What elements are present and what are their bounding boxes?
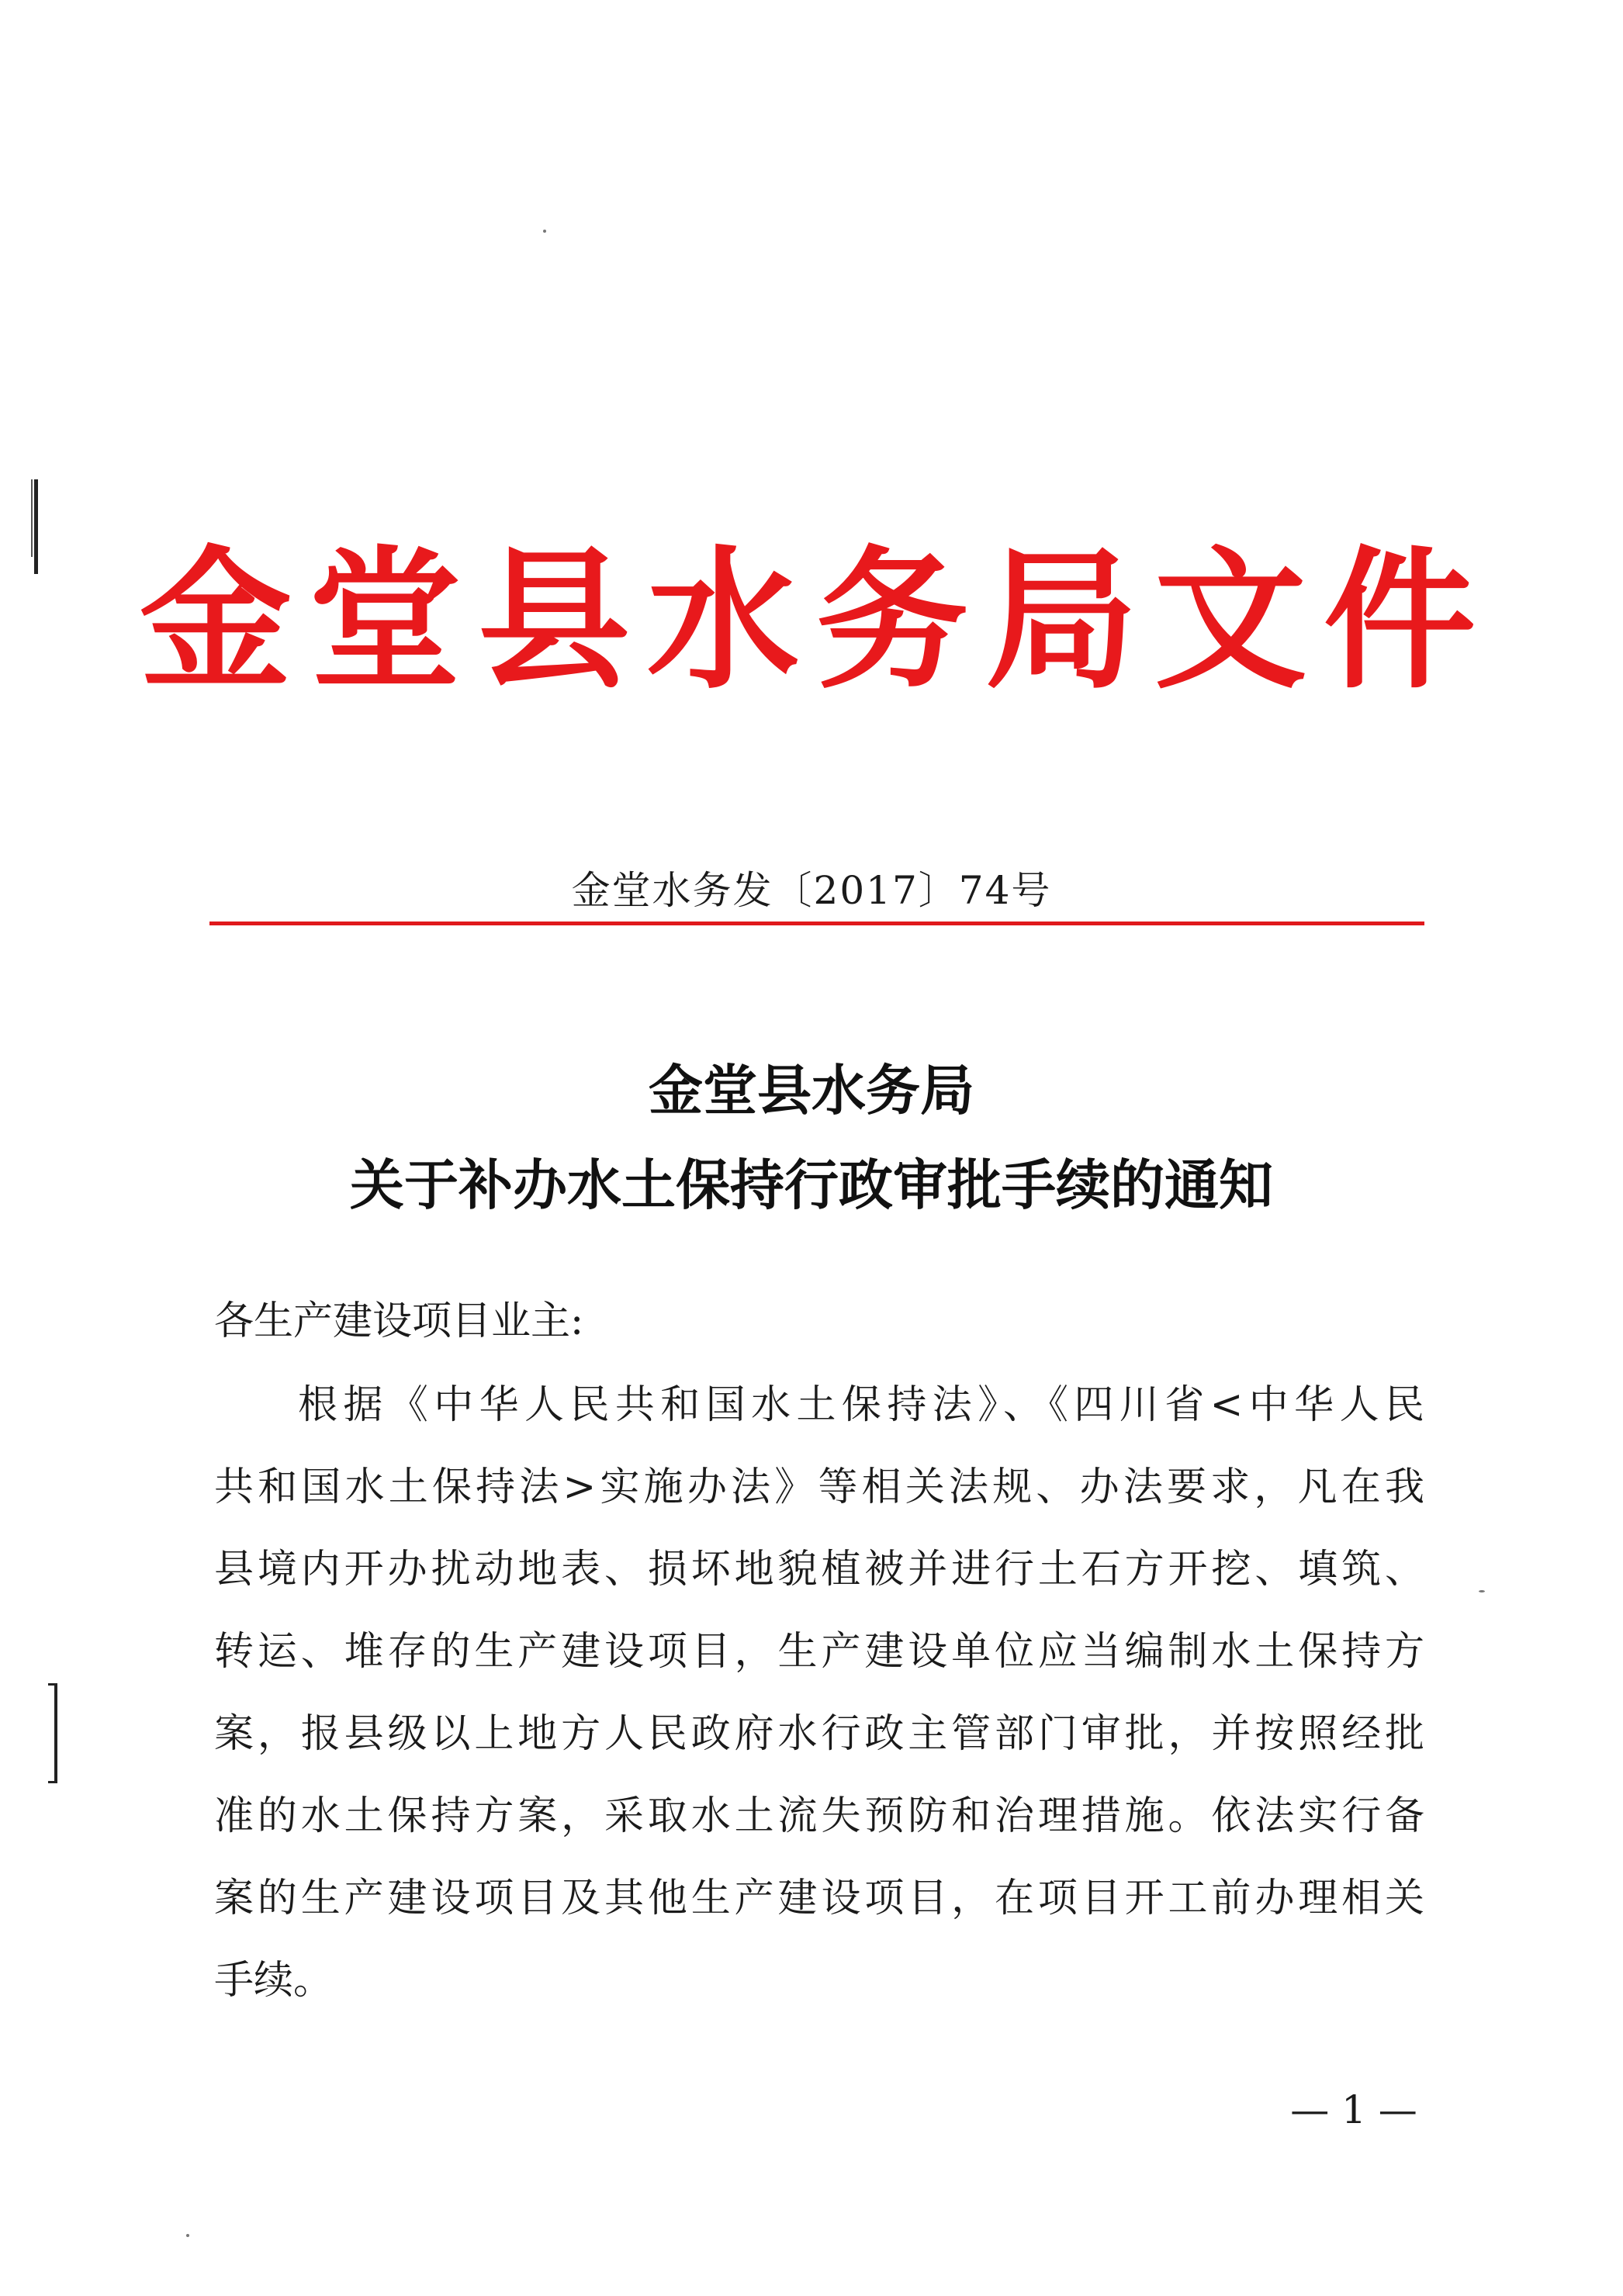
document-number: 金堂水务发〔2017〕74号 (571, 868, 1052, 913)
scan-binding-mark-top (34, 479, 38, 574)
page-number: — 1 — (1290, 2087, 1417, 2132)
scan-speck (186, 2234, 189, 2237)
body-line: 转运、堆存的生产建设项目，生产建设单位应当编制水土保持方 (214, 1629, 1424, 1675)
body-line: 根据《中华人民共和国水土保持法》、《四川省<中华人民 (298, 1382, 1424, 1428)
document-title-line-1: 金堂县水务局 (649, 1058, 974, 1122)
body-line: 案，报县级以上地方人民政府水行政主管部门审批，并按照经批 (214, 1711, 1424, 1757)
body-line: 县境内开办扰动地表、损坏地貌植被并进行土石方开挖、填筑、 (214, 1547, 1424, 1592)
scan-speck (543, 230, 546, 233)
document-title-line-2: 关于补办水土保持行政审批手续的通知 (350, 1153, 1273, 1217)
body-line: 手续。 (214, 1958, 334, 2004)
body-line: 案的生产建设项目及其他生产建设项目，在项目开工前办理相关 (214, 1876, 1424, 1921)
scan-binding-mark-bottom-cap-bottom (48, 1781, 57, 1783)
document-header: 金堂县水务局文件 (140, 531, 1493, 710)
scan-binding-mark-bottom-cap-top (48, 1683, 57, 1686)
body-line: 共和国水土保持法>实施办法》等相关法规、办法要求，凡在我 (214, 1464, 1424, 1510)
scan-speck (1479, 1590, 1485, 1592)
body-line: 准的水土保持方案，采取水土流失预防和治理措施。依法实行备 (214, 1793, 1424, 1839)
red-divider-rule (209, 922, 1424, 925)
salutation: 各生产建设项目业主: (214, 1298, 584, 1344)
scan-binding-mark-top-shadow (31, 479, 33, 557)
scan-binding-mark-bottom (54, 1683, 57, 1783)
